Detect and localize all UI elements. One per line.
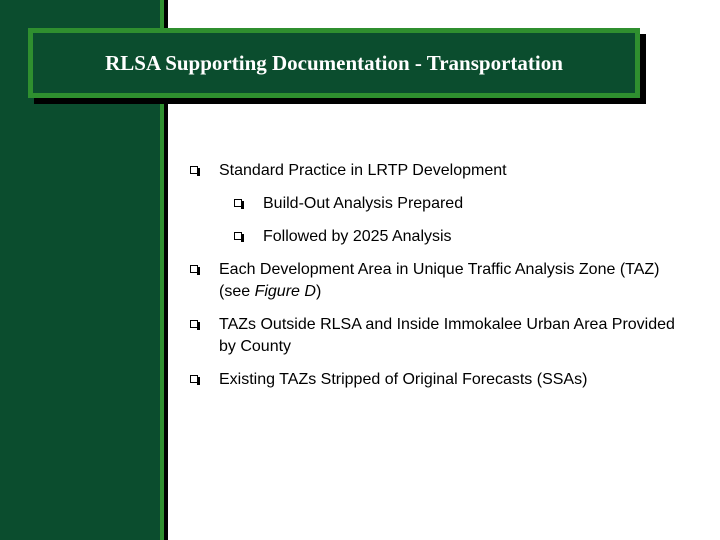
bullet-item bbox=[190, 369, 690, 391]
bullet-item bbox=[190, 259, 690, 303]
square-bullet-icon bbox=[190, 320, 198, 328]
square-bullet-icon bbox=[190, 166, 198, 174]
bullet-item bbox=[190, 160, 690, 182]
slide-title: RLSA Supporting Documentation - Transportation bbox=[105, 50, 563, 75]
sub-bullet-item bbox=[190, 226, 690, 248]
bullet-text: Existing TAZs Stripped of Original Forecasts (SSAs) bbox=[219, 371, 588, 388]
square-bullet-icon bbox=[190, 375, 198, 383]
square-bullet-icon bbox=[234, 232, 242, 240]
bullet-text: TAZs Outside RLSA and Inside Immokalee Urban Area Provided by County bbox=[219, 316, 675, 355]
figure-reference: Figure D bbox=[254, 283, 316, 300]
square-bullet-icon bbox=[190, 265, 198, 273]
bullet-text bbox=[219, 261, 660, 300]
sub-bullet-item bbox=[190, 193, 690, 215]
bullet-text: Followed by 2025 Analysis bbox=[263, 228, 452, 245]
bullet-text: Build-Out Analysis Prepared bbox=[263, 195, 464, 212]
bullet-item bbox=[190, 314, 690, 358]
bullet-list bbox=[190, 160, 690, 391]
bullet-text: Standard Practice in LRTP Development bbox=[219, 162, 507, 179]
title-box bbox=[28, 28, 640, 98]
bullet-text-part: Each Development Area in Unique Traffic Analysis Zone (TAZ) (see bbox=[219, 261, 660, 300]
square-bullet-icon bbox=[234, 199, 242, 207]
bullet-text-part: ) bbox=[315, 283, 322, 300]
